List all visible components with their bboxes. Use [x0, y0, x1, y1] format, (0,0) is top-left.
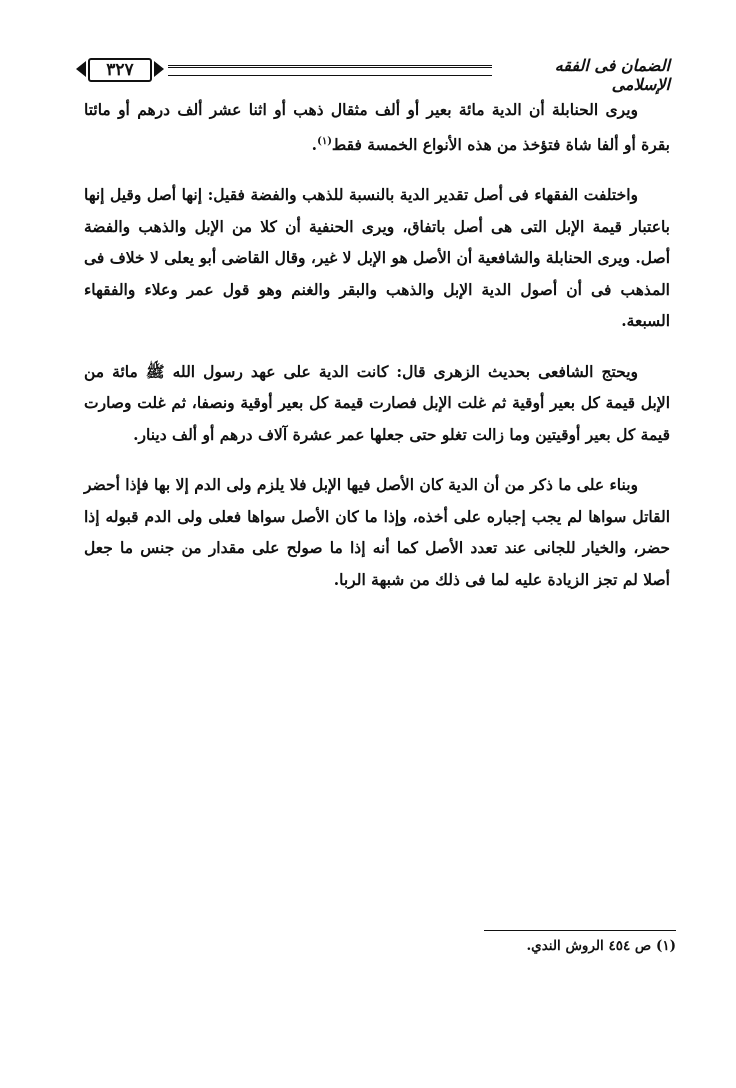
header-rule	[168, 65, 492, 76]
page-number-frame	[76, 58, 164, 80]
paragraph-1-text: ويرى الحنابلة أن الدية مائة بعير أو ألف مثقال ذهب أو اثنا عشر ألف درهم أو مائتا بقرة أو ألفا شاة فتؤخذ من هذه الأنواع الخمسة فقط	[84, 100, 670, 154]
page-header	[76, 54, 670, 94]
frame-ornament-right	[154, 61, 164, 77]
paragraph-1: ويرى الحنابلة أن الدية مائة بعير أو ألف مثقال ذهب أو اثنا عشر ألف درهم أو مائتا بقرة أو ألفا شاة فتؤخذ من هذه الأنواع الخمسة فقط$^{(١)}$.	[84, 100, 670, 154]
paragraph-2: واختلفت الفقهاء فى أصل تقدير الدية بالنسبة للذهب والفضة فقيل: إنها أصل وقيل إنها باعتبار قيمة الإبل التى هى أصل باتفاق، ويرى الحنفية أن كلا من الإبل والذهب والفضة أصل. ويرى الحنابلة والشافعية أن الأصل هو الإبل لا غير، وقال القاضى أبو يعلى لا خلاف فى المذهب فى أن أصول الدية الإبل والذهب والبقر والغنم وهو قول عمر وعلاء والفقهاء السبعة.	[84, 185, 670, 331]
footnote-reference: (١)	[317, 135, 332, 147]
paragraph-3: ويحتج الشافعى بحديث الزهرى قال: كانت الدية على عهد رسول الله ﷺ مائة من الإبل قيمة كل بعير أوقية ثم غلت الإبل فصارت قيمة كل بعير أوقية ونصفا، ثم غلت وصارت قيمة كل بعير أوقيتين وما زالت تغلو حتى جعلها عمر عشرة آلاف درهم أو ألف دينار.	[84, 361, 670, 444]
paragraph-4: وبناء على ما ذكر من أن الدية كان الأصل فيها الإبل فلا يلزم ولى الدم إلا بها فإذا أحضر القاتل سواها لم يجب إجباره على أخذه، وإذا ما كان الأصل سواها فعلى ولى الدم قبوله إذا حضر، والخيار للجانى عند تعدد الأصل كما أنه إذا ما صولح على مقدار من جنس ما جعل أصلا لم تجز الزيادة عليه لما فى ذلك من شبهة الربا.	[84, 475, 670, 589]
frame-ornament-left	[76, 61, 86, 77]
running-title: الضمان فى الفقه الإسلامى	[554, 56, 670, 94]
footnote-rule	[484, 930, 676, 931]
body-text	[84, 94, 670, 595]
footnote: (١) ص ٤٥٤ الروش الندي.	[526, 938, 676, 954]
page-number: ٣٢٧	[88, 58, 152, 82]
